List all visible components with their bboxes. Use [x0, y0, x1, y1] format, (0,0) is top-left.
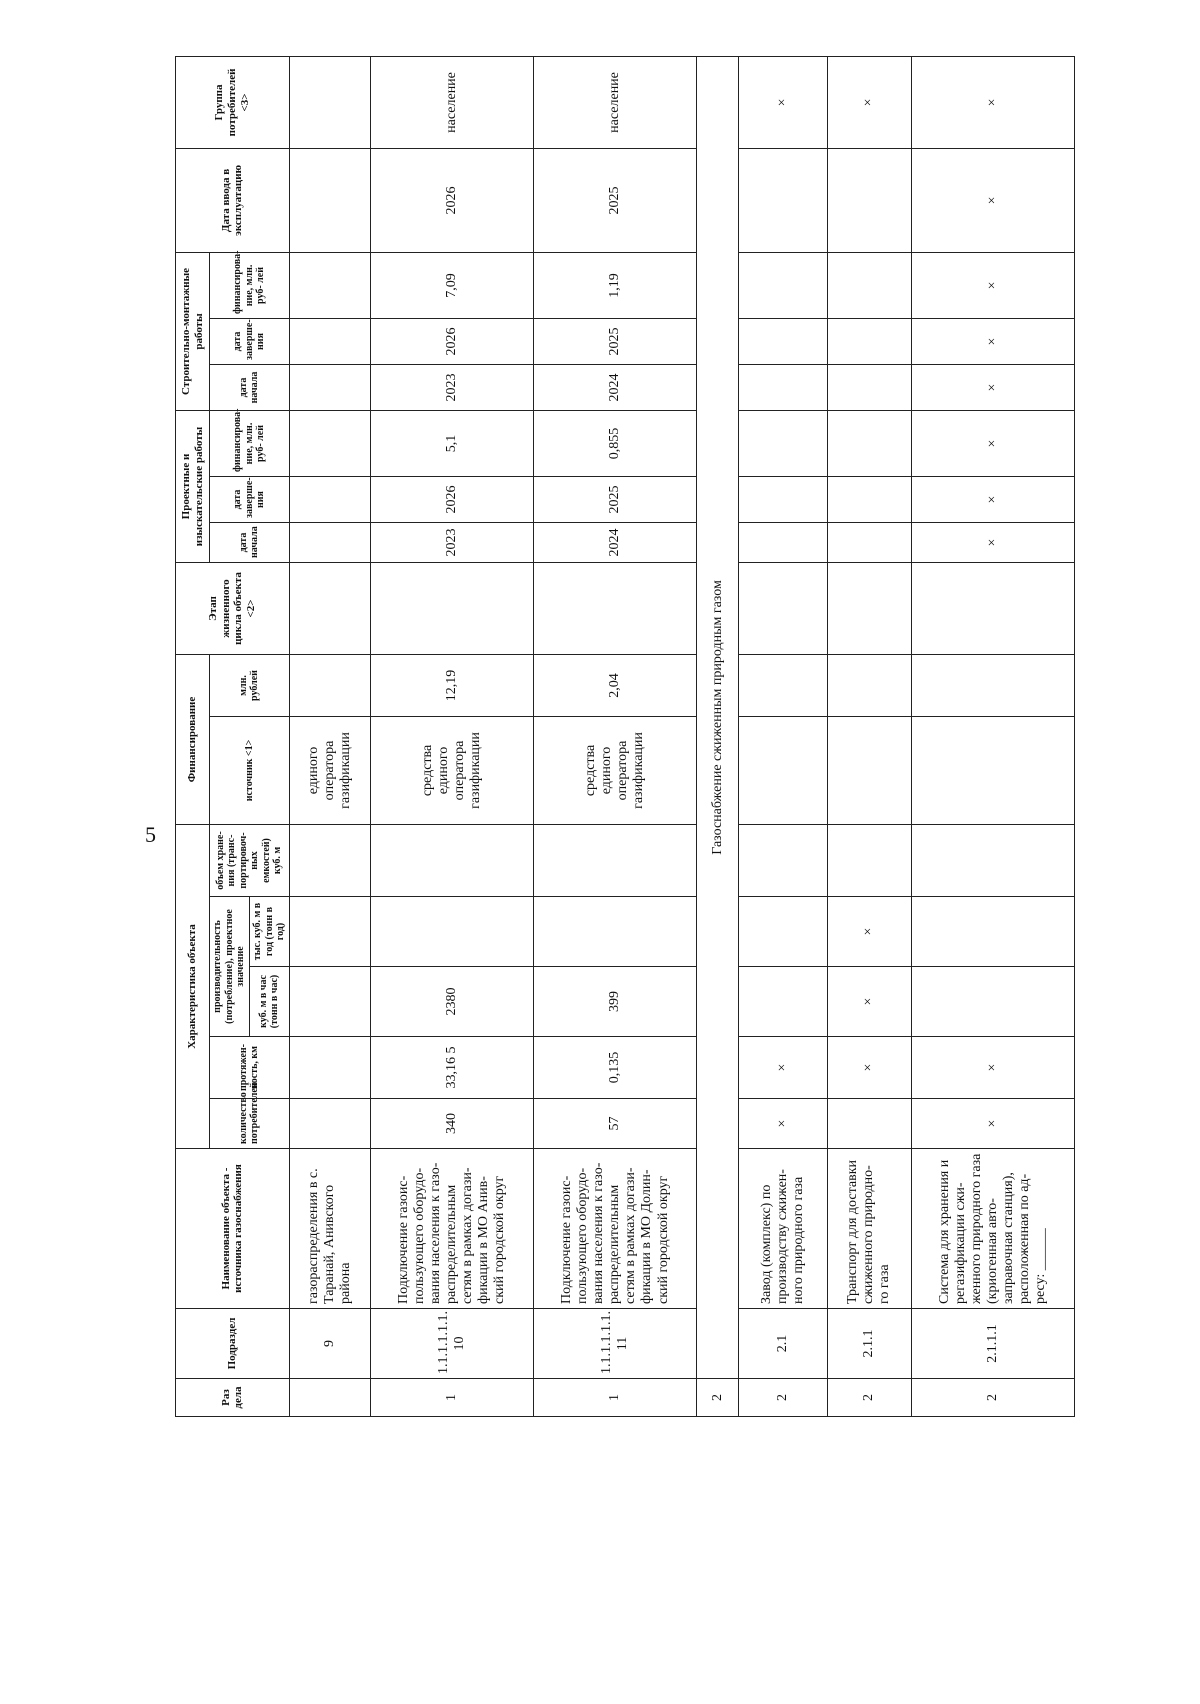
- cell-construction-start: [289, 364, 371, 410]
- cell-design-fin: 0,855: [534, 410, 697, 476]
- table-row: [534, 56, 697, 1416]
- cell-podrazdel: 1.1.1.1.1.1. 10: [371, 1309, 534, 1379]
- cell-group: [289, 56, 371, 148]
- cell-construction-start: 2024: [534, 364, 697, 410]
- header-name: Наименование объекта - источника газоснабжения: [176, 1149, 290, 1309]
- header-design-works: Проектные и изыскательские работы: [176, 410, 210, 562]
- cell-design-start: ×: [911, 523, 1074, 563]
- header-consumers-count: количество потребителей: [210, 1099, 290, 1149]
- cell-source: средства единого оператора газификации: [534, 717, 697, 825]
- header-cap-year: тыс. куб. м в год (тонн в год): [250, 897, 290, 967]
- cell-cap-year: [739, 897, 828, 967]
- cell-storage: [739, 825, 828, 897]
- cell-mln: [739, 655, 828, 717]
- header-characteristics: Характеристика объекта: [176, 825, 210, 1149]
- cell-lifecycle: [534, 563, 697, 655]
- cell-construction-end: [289, 318, 371, 364]
- cell-design-end: [739, 477, 828, 523]
- table-row: [289, 56, 371, 1416]
- cell-razdel: 1: [371, 1379, 534, 1417]
- cell-consumers: [289, 1099, 371, 1149]
- cell-razdel: 2: [911, 1379, 1074, 1417]
- cell-cap-year: [289, 897, 371, 967]
- header-construction-works: Строительно-монтажные работы: [176, 252, 210, 410]
- header-length: протяжен- ность, км: [210, 1037, 290, 1099]
- cell-design-start: 2023: [371, 523, 534, 563]
- cell-construction-end: [827, 318, 911, 364]
- cell-razdel: 2: [697, 1379, 739, 1417]
- cell-lifecycle: [827, 563, 911, 655]
- cell-storage: [289, 825, 371, 897]
- cell-name: Завод (комплекс) по производству сжижен- ного природного газа: [739, 1149, 828, 1309]
- cell-construction-fin: [827, 252, 911, 318]
- cell-commission: [827, 148, 911, 252]
- header-commission-date: Дата ввода в эксплуатацию: [176, 148, 290, 252]
- cell-podrazdel: 9: [289, 1309, 371, 1379]
- cell-cap-hour: [289, 967, 371, 1037]
- section-title: Газоснабжение сжиженным природным газом: [697, 56, 739, 1378]
- cell-consumers: 340: [371, 1099, 534, 1149]
- cell-length: ×: [911, 1037, 1074, 1099]
- cell-length: ×: [739, 1037, 828, 1099]
- cell-storage: [534, 825, 697, 897]
- cell-cap-year: [534, 897, 697, 967]
- table-row: [739, 56, 828, 1416]
- cell-source: единого оператора газификации: [289, 717, 371, 825]
- page-number: 5: [145, 822, 156, 847]
- cell-construction-fin: [739, 252, 828, 318]
- header-construction-start: дата начала: [210, 364, 290, 410]
- cell-storage: [911, 825, 1074, 897]
- cell-design-start: [827, 523, 911, 563]
- cell-name: газораспределения в с. Таранай, Анивского района: [289, 1149, 371, 1309]
- cell-length: 33,16 5: [371, 1037, 534, 1099]
- cell-consumers: ×: [739, 1099, 828, 1149]
- cell-commission: [739, 148, 828, 252]
- cell-design-end: 2026: [371, 477, 534, 523]
- table-row: [827, 56, 911, 1416]
- table-row: [911, 56, 1074, 1416]
- cell-commission: 2025: [534, 148, 697, 252]
- header-storage: объем хране- ния (транс- портировоч- ных емкостей) куб. м: [210, 825, 290, 897]
- header-consumer-group: Группа потребителей <3>: [176, 56, 290, 148]
- header-construction-end: дата заверше- ния: [210, 318, 290, 364]
- cell-commission: 2026: [371, 148, 534, 252]
- cell-razdel: [289, 1379, 371, 1417]
- cell-cap-year: [371, 897, 534, 967]
- cell-length: [289, 1037, 371, 1099]
- cell-mln: [289, 655, 371, 717]
- cell-name: Система для хранения и регазификации сжи- женного природного газа (криогенная авто- заправочная станция), расположенная по ад- ресу: ______: [911, 1149, 1074, 1309]
- rotated-table-container: [175, 68, 1075, 1417]
- cell-name: Подключение газоис- пользующего оборудо- вания населения к газо- распределительным сетям в рамках догази- фикации в МО Долин- ский городской округ: [534, 1149, 697, 1309]
- cell-cap-hour: 399: [534, 967, 697, 1037]
- cell-construction-fin: 7,09: [371, 252, 534, 318]
- cell-design-fin: [827, 410, 911, 476]
- cell-cap-hour: [739, 967, 828, 1037]
- cell-commission: ×: [911, 148, 1074, 252]
- cell-consumers: ×: [911, 1099, 1074, 1149]
- header-podrazdel: Подраздел: [176, 1309, 290, 1379]
- cell-construction-end: 2026: [371, 318, 534, 364]
- header-mln: млн. рублей: [210, 655, 290, 717]
- cell-design-fin: [289, 410, 371, 476]
- cell-group: ×: [739, 56, 828, 148]
- cell-lifecycle: [739, 563, 828, 655]
- cell-construction-end: [739, 318, 828, 364]
- cell-source: [739, 717, 828, 825]
- cell-design-fin: ×: [911, 410, 1074, 476]
- cell-design-fin: [739, 410, 828, 476]
- cell-design-end: 2025: [534, 477, 697, 523]
- cell-cap-hour: [911, 967, 1074, 1037]
- cell-group: население: [371, 56, 534, 148]
- header-design-end: дата заверше- ния: [210, 477, 290, 523]
- header-construction-fin: финансирова- ние, млн. руб- лей: [210, 252, 290, 318]
- cell-group: население: [534, 56, 697, 148]
- cell-source: средства единого оператора газификации: [371, 717, 534, 825]
- cell-mln: 12,19: [371, 655, 534, 717]
- cell-design-end: [827, 477, 911, 523]
- cell-lifecycle: [911, 563, 1074, 655]
- cell-consumers: 57: [534, 1099, 697, 1149]
- header-cap-hour: куб. м в час (тонн в час): [250, 967, 290, 1037]
- cell-length: 0,135: [534, 1037, 697, 1099]
- cell-mln: 2,04: [534, 655, 697, 717]
- cell-mln: [911, 655, 1074, 717]
- cell-construction-end: ×: [911, 318, 1074, 364]
- cell-razdel: 2: [827, 1379, 911, 1417]
- cell-podrazdel: 1.1.1.1.1.1. 11: [534, 1309, 697, 1379]
- cell-cap-hour: 2380: [371, 967, 534, 1037]
- section-row: [697, 56, 739, 1416]
- cell-name: Подключение газоис- пользующего оборудо- вания населения к газо- распределительным сетям в рамках догази- фикации в МО Анив- ский городской округ: [371, 1149, 534, 1309]
- header-capacity: производительность (потребление), проектное значение: [210, 897, 250, 1037]
- header-financing: Финансирование: [176, 655, 210, 825]
- cell-design-end: ×: [911, 477, 1074, 523]
- table-row: [371, 56, 534, 1416]
- header-design-fin: финансирова- ние, млн. руб- лей: [210, 410, 290, 476]
- header-razdel: Раз дела: [176, 1379, 290, 1417]
- cell-podrazdel: 2.1.1: [827, 1309, 911, 1379]
- cell-design-start: 2024: [534, 523, 697, 563]
- header-source: источник <1>: [210, 717, 290, 825]
- cell-name: Транспорт для доставки сжиженного природно- го газа: [827, 1149, 911, 1309]
- cell-cap-year: ×: [827, 897, 911, 967]
- cell-razdel: 1: [534, 1379, 697, 1417]
- cell-storage: [827, 825, 911, 897]
- gas-supply-table: [175, 56, 1075, 1417]
- cell-group: ×: [911, 56, 1074, 148]
- cell-design-fin: 5,1: [371, 410, 534, 476]
- cell-construction-fin: 1,19: [534, 252, 697, 318]
- cell-source: [911, 717, 1074, 825]
- cell-source: [827, 717, 911, 825]
- cell-construction-end: 2025: [534, 318, 697, 364]
- cell-podrazdel: 2.1.1.1: [911, 1309, 1074, 1379]
- cell-construction-start: [739, 364, 828, 410]
- cell-length: ×: [827, 1037, 911, 1099]
- cell-lifecycle: [289, 563, 371, 655]
- cell-storage: [371, 825, 534, 897]
- cell-lifecycle: [371, 563, 534, 655]
- cell-group: ×: [827, 56, 911, 148]
- header-design-start: дата начала: [210, 523, 290, 563]
- cell-construction-fin: [289, 252, 371, 318]
- cell-razdel: 2: [739, 1379, 828, 1417]
- cell-consumers: [827, 1099, 911, 1149]
- cell-construction-start: ×: [911, 364, 1074, 410]
- cell-cap-hour: ×: [827, 967, 911, 1037]
- cell-commission: [289, 148, 371, 252]
- cell-design-start: [739, 523, 828, 563]
- cell-construction-fin: ×: [911, 252, 1074, 318]
- cell-design-start: [289, 523, 371, 563]
- cell-construction-start: [827, 364, 911, 410]
- cell-construction-start: 2023: [371, 364, 534, 410]
- cell-design-end: [289, 477, 371, 523]
- cell-mln: [827, 655, 911, 717]
- cell-podrazdel: 2.1: [739, 1309, 828, 1379]
- header-lifecycle: Этап жизненного цикла объекта <2>: [176, 563, 290, 655]
- cell-cap-year: [911, 897, 1074, 967]
